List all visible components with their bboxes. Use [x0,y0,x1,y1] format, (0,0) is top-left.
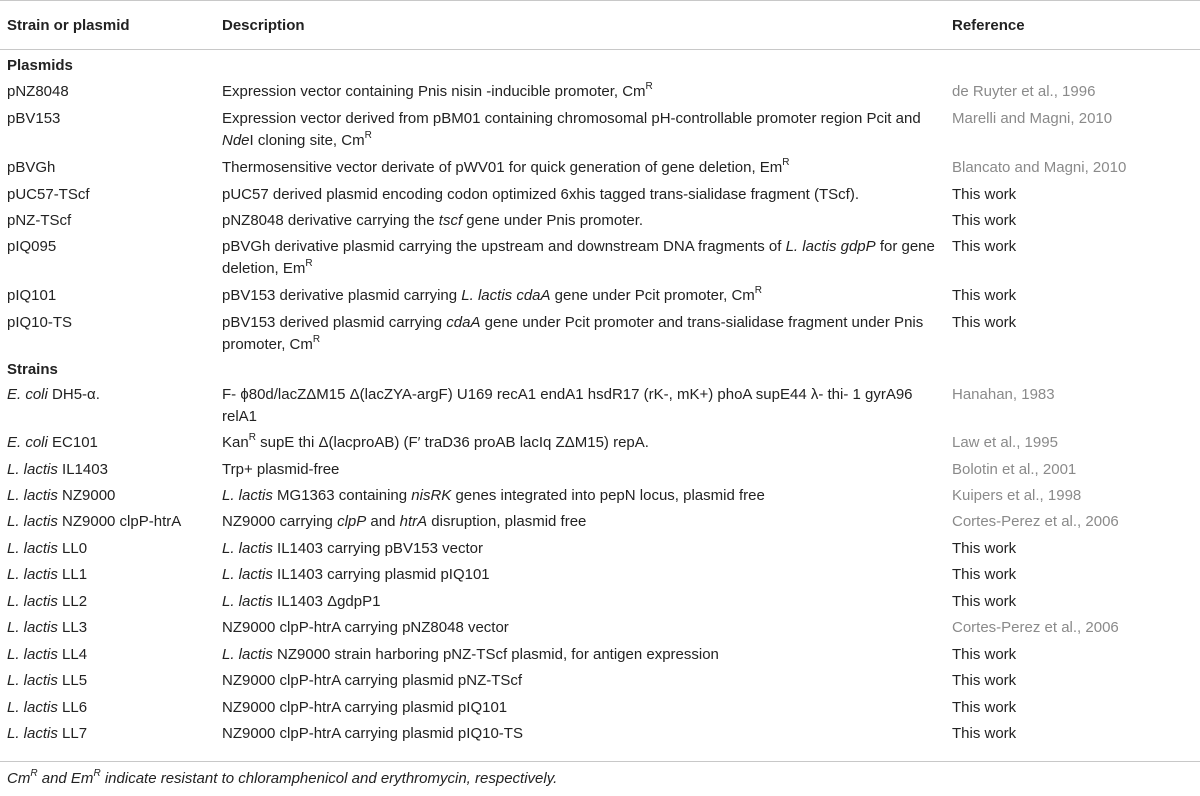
description-cell [222,564,942,586]
reference-cell [952,157,1192,179]
superscript: R [248,432,256,443]
reference-cell [952,591,1192,613]
section-header-row [0,50,1200,77]
description-cell [222,236,942,280]
reference-cell [952,697,1192,719]
italic-text: L. lactis [7,725,58,742]
text-run: LL6 [57,699,88,716]
strain-name-cell [7,236,217,258]
italic-text: L. lactis [222,646,273,663]
description-cell [222,459,942,481]
description-cell [222,591,942,613]
table-row [0,77,1200,104]
table-row [0,613,1200,640]
italic-text: L. lactis [7,461,58,478]
description-cell [222,644,942,666]
reference-cell [952,210,1192,232]
reference-cell [952,723,1192,745]
text-run: LL3 [57,619,88,636]
text-run: Cm [7,770,31,787]
strain-name-cell [7,485,217,507]
text-run: Law et al., 1995 [952,434,1058,451]
text-run: Cortes-Perez et al., 2006 [952,619,1119,636]
table-row [0,587,1200,613]
description-cell [222,723,942,745]
strain-name-cell [7,81,217,103]
text-run: pIQ095 [7,238,57,255]
text-run: Kan [222,434,249,451]
reference-cell [952,432,1192,454]
text-run: pBV153 derived plasmid carrying [222,314,447,331]
italic-text: L. lactis [222,593,273,610]
italic-text: L. lactis [7,619,58,636]
strain-name-cell [7,432,217,454]
reference-cell [952,184,1192,206]
text-run: Blancato and Magni, 2010 [952,159,1127,176]
strain-name-cell [7,184,217,206]
reference-cell [952,285,1192,307]
text-run: de Ruyter et al., 1996 [952,83,1096,100]
text-run: I cloning site, Cm [249,132,365,149]
text-run: F- ϕ80d/lacZΔM15 Δ(lacZYA-argF) U169 recA1 endA1 hsdR17 (rK-, mK+) phoA supE44 λ- thi- 1 gyrA96 relA1 [222,386,913,425]
italic-text: L. lactis [7,540,58,557]
description-cell [222,108,942,152]
text-run: EC101 [47,434,98,451]
reference-cell [952,81,1192,103]
text-run: Hanahan, 1983 [952,386,1055,403]
text-run: LL7 [57,725,88,742]
superscript: R [305,258,313,269]
text-run: pUC57-TScf [7,186,90,203]
italic-text: L. lactis [7,699,58,716]
text-run: This work [952,672,1017,689]
reference-cell [952,312,1192,334]
strain-name-cell [7,564,217,586]
description-cell [222,81,942,103]
table-row [0,560,1200,587]
table-row [0,281,1200,308]
superscript: R [312,334,321,345]
description-cell [222,285,942,307]
strain-name-cell [7,108,217,130]
strain-name-cell [7,697,217,719]
description-cell [222,670,942,692]
italic-text: L. lactis [7,593,58,610]
column-header-description: Description [222,17,305,34]
column-header-strain: Strain or plasmid [7,17,130,34]
table-row [0,719,1200,746]
text-run: and [366,513,400,530]
italic-text: L. lactis [222,566,273,583]
italic-text: L. lactis [7,672,58,689]
text-run: pBVGh derivative plasmid carrying the upstream and downstream DNA fragments of [222,238,786,255]
italic-text: nisRK [411,487,452,504]
text-run: for gene deletion, Em [222,238,935,277]
text-run: NZ9000 carrying [222,513,338,530]
table-row [0,534,1200,560]
reference-cell [952,511,1192,533]
text-run: gene under Pcit promoter and trans-sialidase fragment under Pnis promoter, Cm [222,314,924,353]
italic-text: L. lactis gdpP [785,238,876,255]
text-run: This work [952,314,1017,331]
description-cell [222,538,942,560]
text-run: This work [952,287,1017,304]
strain-name-cell [7,670,217,692]
table-row [0,481,1200,507]
text-run: LL1 [57,566,88,583]
table-row [0,180,1200,206]
description-cell [222,697,942,719]
italic-text: cdaA [446,314,481,331]
strain-name-cell [7,285,217,307]
strain-name-cell [7,459,217,481]
description-cell [222,511,942,533]
description-cell [222,617,942,639]
table-body [0,50,1200,746]
text-run: NZ9000 clpP-htrA carrying plasmid pIQ101 [222,699,508,716]
italic-text: L. lactis [222,540,273,557]
description-cell [222,210,942,232]
section-label: Strains [7,361,58,378]
description-cell [222,312,942,356]
text-run: IL1403 carrying pBV153 vector [272,540,483,557]
text-run: This work [952,212,1017,229]
table-footnote [7,768,557,790]
italic-text: E. coli [7,386,48,403]
table-row [0,693,1200,719]
superscript: R [93,768,101,779]
text-run: This work [952,186,1017,203]
reference-cell [952,459,1192,481]
text-run: NZ9000 clpP-htrA carrying plasmid pIQ10-TS [222,725,523,742]
italic-text: L. lactis [7,646,58,663]
section-header-row [0,354,1200,380]
reference-cell [952,538,1192,560]
italic-text: L. lactis [7,513,58,530]
text-run: NZ9000 clpP-htrA [57,513,182,530]
strain-name-cell [7,157,217,179]
text-run: Kuipers et al., 1998 [952,487,1082,504]
text-run: pBV153 derivative plasmid carrying [222,287,462,304]
reference-cell [952,236,1192,258]
italic-text: htrA [399,513,428,530]
text-run: IL1403 [57,461,108,478]
description-cell [222,384,942,428]
reference-cell [952,644,1192,666]
text-run: LL4 [57,646,88,663]
italic-text: Nde [222,132,250,149]
table-row [0,206,1200,232]
reference-cell [952,485,1192,507]
text-run: pUC57 derived plasmid encoding codon optimized 6xhis tagged trans-sialidase fragment (TScf). [222,186,859,203]
text-run: LL0 [57,540,88,557]
text-run: This work [952,566,1017,583]
table-row [0,666,1200,693]
text-run: genes integrated into pepN locus, plasmid free [451,487,765,504]
text-run: This work [952,699,1017,716]
reference-cell [952,617,1192,639]
table-bottom-rule [0,761,1200,762]
text-run: This work [952,238,1017,255]
section-label: Plasmids [7,57,73,74]
reference-cell [952,564,1192,586]
text-run: pBV153 [7,110,61,127]
italic-text: L. lactis [7,487,58,504]
text-run: Thermosensitive vector derivate of pWV01 for quick generation of gene deletion, Em [222,159,783,176]
strain-name-cell [7,644,217,666]
text-run: and Em [37,770,94,787]
italic-text: tscf [438,212,463,229]
strain-name-cell [7,723,217,745]
column-header-reference: Reference [952,17,1025,34]
text-run: DH5-α. [47,386,100,403]
text-run: Cortes-Perez et al., 2006 [952,513,1119,530]
table-row [0,640,1200,666]
text-run: pNZ8048 [7,83,69,100]
table-row [0,455,1200,481]
text-run: IL1403 ΔgdpP1 [272,593,381,610]
italic-text: E. coli [7,434,48,451]
table-row [0,308,1200,354]
table-row [0,428,1200,455]
text-run: disruption, plasmid free [427,513,587,530]
text-run: This work [952,646,1017,663]
table-row [0,153,1200,180]
text-run: NZ9000 [57,487,116,504]
superscript: R [645,81,653,92]
superscript: R [754,285,763,296]
superscript: R [364,130,372,141]
text-run: NZ9000 strain harboring pNZ-TScf plasmid, for antigen expression [272,646,719,663]
strain-name-cell [7,312,217,334]
description-cell [222,485,942,507]
italic-text: L. lactis [7,566,58,583]
text-run: NZ9000 clpP-htrA carrying pNZ8048 vector [222,619,509,636]
text-run: This work [952,725,1017,742]
text-run: Marelli and Magni, 2010 [952,110,1113,127]
text-run: pBVGh [7,159,56,176]
text-run: pIQ101 [7,287,57,304]
superscript: R [782,157,790,168]
description-cell [222,157,942,179]
reference-cell [952,108,1192,130]
text-run: This work [952,593,1017,610]
italic-text: clpP [337,513,367,530]
table-row [0,380,1200,428]
text-run: NZ9000 clpP-htrA carrying plasmid pNZ-TScf [222,672,523,689]
text-run: indicate resistant to chloramphenicol and erythromycin, respectively. [100,770,558,787]
text-run: gene under Pcit promoter, Cm [550,287,755,304]
italic-text: L. lactis cdaA [461,287,551,304]
text-run: Bolotin et al., 2001 [952,461,1077,478]
text-run: supE thi Δ(lacproAB) (F′ traD36 proAB lacIq ZΔM15) repA. [255,434,649,451]
text-run: LL2 [57,593,88,610]
text-run: gene under Pnis promoter. [462,212,644,229]
text-run: pIQ10-TS [7,314,73,331]
text-run: Trp+ plasmid-free [222,461,340,478]
table-row [0,232,1200,281]
table-row [0,104,1200,153]
text-run: Expression vector derived from pBM01 containing chromosomal pH-controllable promoter region Pcit and [222,110,921,127]
superscript: R [30,768,38,779]
strain-name-cell [7,617,217,639]
text-run: IL1403 carrying plasmid pIQ101 [272,566,490,583]
text-run: pNZ8048 derivative carrying the [222,212,439,229]
strain-name-cell [7,384,217,406]
table-header [0,0,1200,50]
table-row [0,507,1200,534]
strain-name-cell [7,538,217,560]
strain-name-cell [7,210,217,232]
italic-text: L. lactis [222,487,273,504]
text-run: pNZ-TScf [7,212,72,229]
text-run: MG1363 containing [272,487,412,504]
description-cell [222,184,942,206]
strain-name-cell [7,511,217,533]
text-run: LL5 [57,672,88,689]
reference-cell [952,670,1192,692]
strain-name-cell [7,591,217,613]
text-run: This work [952,540,1017,557]
reference-cell [952,384,1192,406]
text-run: Expression vector containing Pnis nisin -inducible promoter, Cm [222,83,646,100]
description-cell [222,432,942,454]
